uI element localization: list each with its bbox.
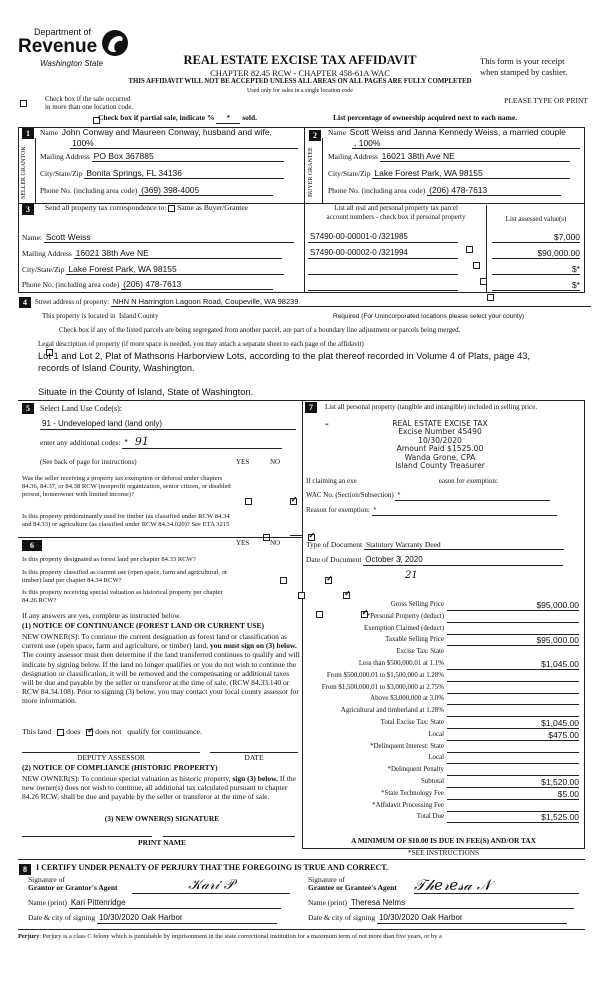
current-use-question: Is this property classified as current use (open space, farm and agricultural, or timber) land per chapter 84.34 RCW? (22, 569, 228, 584)
buyer-address[interactable]: 16021 38th Ave NE (380, 152, 570, 162)
fee-value-1[interactable]: $95,000.00 (447, 600, 579, 611)
section-6-badge: 6 (22, 540, 42, 551)
personal-property-checkbox-1[interactable] (466, 246, 473, 253)
historic-question: Is this property receiving special valuation as historical property per chapter 84.26 RCW? (22, 589, 223, 604)
print-name-label: PRINT NAME (138, 838, 186, 847)
buyer-name[interactable]: Scott Weiss and Janna Kennedy Weiss, a married couple (349, 127, 566, 137)
fee-value-5[interactable] (447, 647, 579, 658)
street-label: Street address of property: (35, 298, 110, 306)
partial-sale-row (98, 114, 257, 124)
buyer-name-2[interactable]: , 100% (352, 139, 580, 149)
claim-b: eason for exemption: (438, 477, 498, 485)
instructions-note: (See back of page for instructions) (40, 458, 137, 466)
receipt-note-2: when stamped by cashier. (480, 67, 568, 77)
grantor-date[interactable]: 10/30/2020 Oak Harbor (97, 914, 277, 924)
notice-2-bold: sign (3) below. (232, 774, 278, 783)
parcel-account-4[interactable] (308, 281, 458, 291)
seller-phone[interactable]: (369) 398-4005 (139, 186, 273, 196)
deputy-assessor-label: DEPUTY ASSESSOR (77, 753, 145, 762)
grantor-signature[interactable]: 𝒦𝒶𝓇𝒾 𝒫 (132, 877, 290, 894)
fee-value-17[interactable]: $5.00 (447, 789, 579, 800)
notice-1-text (22, 632, 302, 706)
does-label: does (66, 727, 81, 736)
parcel-account-2[interactable]: S7490-00-00002-0 /321994 (308, 249, 458, 259)
fee-label-6: Less than $500,000.01 at 1.1% (358, 660, 444, 667)
please-type: PLEASE TYPE OR PRINT (504, 96, 588, 105)
notice-2-text-b: If the new owner(s) does not wish to continue, all additional tax calculated pursuant to chapter 84.26 RCW, shall be due and payable by the seller or transferor at the time of sale. (22, 774, 296, 802)
grantee-name-label: Name (print) (308, 898, 347, 907)
fee-value-2[interactable] (447, 612, 579, 623)
doc-date-label: Date of Document (306, 555, 362, 564)
stamp-line-4: Amount Paid $1525.00 (396, 444, 484, 454)
situate[interactable]: Situate in the County of Island, State of Washington. (38, 387, 254, 397)
doc-type-label: Type of Document (306, 540, 363, 549)
fee-label-17: *State Technology Fee (381, 789, 444, 797)
fee-label-3: Exemption Claimed (deduct) (364, 624, 444, 632)
county-select[interactable]: Island County (118, 312, 159, 320)
fee-value-6[interactable]: $1,045.00 (447, 659, 579, 670)
land-use-label: Select Land Use Code(s): (40, 404, 122, 413)
grantor-name-label: Name (print) (28, 898, 67, 907)
personal-property-label: List all personal property (tangible and intangible) included in selling price. (325, 403, 538, 411)
grantor-sig-label-1: Signature of (28, 875, 65, 884)
fee-value-4[interactable]: $95,000.00 (447, 635, 579, 646)
form-title: REAL ESTATE EXCISE TAX AFFIDAVIT (183, 53, 417, 67)
parcel-header-1: List all real and personal property tax parcel (334, 204, 458, 212)
assessed-value-header: List assessed value(s) (505, 215, 567, 223)
corr-phone-label: Phone No. (including area code) (22, 280, 120, 289)
personal-property-checkbox-2[interactable] (473, 262, 480, 269)
does-not-checkbox[interactable] (86, 729, 93, 736)
corr-city-label: City/State/Zip (22, 265, 65, 274)
claim-exemption-label (306, 478, 498, 486)
logo-line1: Department of (34, 27, 92, 37)
stamp-line-6: Island County Treasurer (395, 461, 485, 471)
doc-date-input[interactable]: October 3̸, 2020 (363, 556, 563, 566)
corr-address-label: Mailing Address (22, 249, 72, 258)
fee-label-16: Subtotal (421, 778, 444, 785)
legal-label: Legal description of property (if more space is needed, you may attach a separate sheet to each page of the affidavit) (38, 340, 364, 348)
yes-header-6: YES (236, 539, 250, 547)
buyer-address-label: Mailing Address (328, 152, 378, 161)
partial-sale-input[interactable]: * (216, 115, 240, 124)
buyer-phone-label: Phone No. (including area code) (328, 186, 426, 195)
grantor-sig-label-2: Grantor or Grantor's Agent (28, 883, 118, 892)
exemption-no-checkbox[interactable] (290, 498, 297, 505)
notice-1-text-b: The county assessor must then determine if the land transferred continues to qualify and will indicate by signing below. If the land no longer qualifies or you do not wish to continue the designation or classification, it will be removed and the compensating or additional taxes will be due and payable by the seller or transferor at the time of sale. (RCW 84.33.140 or RCW 84.34.108). Prior to signing (3) below, you may contact your local county assessor for more information. (22, 650, 300, 706)
fee-value-7[interactable] (447, 671, 579, 682)
corr-phone[interactable]: (206) 478-7613 (121, 280, 273, 290)
section-8-badge: 8 (19, 864, 31, 875)
seller-city-label: City/State/Zip (40, 169, 83, 178)
warning: THIS AFFIDAVIT WILL NOT BE ACCEPTED UNLESS ALL AREAS ON ALL PAGES ARE FULLY COMPLETED (128, 78, 472, 85)
perjury-bold: Perjury (18, 933, 40, 940)
logo-line2: Revenue (18, 36, 98, 57)
doc-type-input[interactable]: Statutory Warranty Deed (364, 541, 564, 550)
assessed-value-4[interactable]: $* (492, 281, 580, 291)
legal-description-1[interactable]: Lot 1 and Lot 2, Plat of Mathsons Harborview Lots, according to the plat thereof recorded in Volume 4 of Plats, page 43, (38, 351, 530, 361)
buyer-city[interactable]: Lake Forest Park, WA 98155 (372, 169, 570, 179)
fee-value-12[interactable]: $475.00 (447, 730, 579, 741)
multi-location-label-2: in more than one location code. (45, 103, 134, 111)
fee-label-2: *Personal Property (deduct) (366, 612, 444, 620)
claim-a: If claiming an exe (306, 477, 357, 485)
notice-2-title: (2) NOTICE OF COMPLIANCE (HISTORIC PROPERTY) (22, 763, 218, 772)
seller-city[interactable]: Bonita Springs, FL 34136 (84, 169, 284, 179)
seller-address[interactable]: PO Box 367885 (92, 152, 284, 162)
fee-value-11[interactable]: $1,045.00 (447, 718, 579, 729)
seller-name-2[interactable]: 100% (70, 139, 298, 149)
section-2-badge: 2 (309, 130, 321, 141)
current-use-yes-checkbox[interactable] (298, 592, 305, 599)
seller-label: SELLER GRANTOR (21, 146, 27, 199)
section-3-badge: 3 (22, 204, 34, 215)
notice-1-bold: you must sign on (3) below. (210, 641, 297, 651)
multi-location-label-1: Check box if the sale occurred (45, 95, 131, 103)
forest-yes-checkbox[interactable] (280, 577, 287, 584)
no-header-6: NO (270, 539, 281, 547)
fee-value-10[interactable] (447, 706, 579, 717)
stamp-line-2: Excise Number 45490 (398, 427, 482, 437)
stamp-line-3: 10/30/2020 (418, 435, 462, 445)
section-7-badge: 7 (305, 402, 317, 413)
grantee-signature[interactable]: 𝒯𝒽𝑒𝓇𝑒𝓈𝒶 𝒩 (414, 877, 579, 894)
grantee-date[interactable]: 10/30/2020 Oak Harbor (377, 914, 567, 924)
fee-value-3[interactable] (447, 624, 579, 635)
fee-value-15[interactable] (447, 765, 579, 776)
grantee-date-label: Date & city of signing (308, 913, 376, 922)
forest-question: Is this property designated as forest land per chapter 84.33 RCW? (22, 556, 196, 563)
personal-property-value[interactable]: * (325, 421, 329, 430)
fee-label-18: *Affidavit Processing Fee (372, 801, 444, 809)
corr-name[interactable]: Scott Weiss (44, 233, 294, 243)
reason-label: Reason for exemption: (306, 506, 370, 514)
segregated-label: Check box if any of the listed parcels are being segregated from another parcel, are part of a boundary line adjustment or parcels being merged. (59, 326, 461, 334)
notice-1-text-a: NEW OWNER(S): To continue the current designation as forest land or classification as current use (open space, farm and agriculture, or timber) land, (22, 632, 287, 651)
grantor-date-label: Date & city of signing (28, 913, 96, 922)
does-checkbox[interactable] (57, 729, 64, 736)
no-header-5: NO (270, 458, 281, 466)
new-owner-signature-title: (3) NEW OWNER(S) SIGNATURE (104, 814, 220, 823)
if-yes-note: If any answers are yes, complete as instructed below. (22, 611, 182, 620)
legal-description-2[interactable]: records of Island County, Washington. (38, 363, 195, 373)
fee-label-12: Local (428, 730, 444, 738)
yes-header-5: YES (236, 458, 250, 466)
handwritten-code: 91 (134, 435, 149, 448)
personal-property-checkbox-3[interactable] (480, 278, 487, 285)
receipt-note-1: This form is your receipt (480, 56, 565, 66)
additional-codes-input[interactable] (122, 436, 282, 449)
doc-date-handwritten: 21 (405, 570, 418, 581)
this-land-label: This land (22, 727, 52, 736)
stamp-line-1: REAL ESTATE EXCISE TAX (392, 419, 488, 428)
fee-label-7: From $500,000.01 to $1,500,000 at 1.28% (326, 671, 444, 679)
corr-city[interactable]: Lake Forest Park, WA 98155 (66, 265, 284, 275)
grantor-name[interactable]: Kari Pittenridge (69, 899, 281, 909)
fee-label-1: Gross Selling Price (390, 601, 444, 608)
section-4-badge: 4 (19, 297, 31, 308)
partial-sale-label: Check box if partial sale, indicate % (98, 113, 215, 122)
fee-label-15: *Delinquent Penalty (387, 766, 444, 774)
assessed-value-2[interactable]: $90,000.00 (492, 249, 580, 259)
section-5-badge: 5 (22, 403, 34, 414)
notice-2-text-a: NEW OWNER(S): To continue special valuation as historic property, (22, 774, 233, 783)
timber-question: Is this property predominantly used for timber (as classified under RCW 84.34 and 84.33) or agriculture (as classified under RCW 84.34.020)? See ETA 3215 (22, 513, 230, 528)
property-street[interactable]: NHN N Harrington Lagoon Road, Coupeville, WA 98239 (111, 298, 591, 307)
wac-label: WAC No. (Section/Subsection) (306, 491, 394, 499)
new-owner-signature-line-2[interactable] (163, 836, 295, 837)
fee-label-11: Total Excise Tax: State (380, 719, 444, 726)
multi-location-checkbox[interactable] (20, 100, 27, 107)
ownership-note: List percentage of ownership acquired next to each name. (333, 113, 518, 122)
reason-input[interactable]: * (372, 507, 557, 516)
seller-address-label: Mailing Address (40, 152, 90, 161)
same-as-buyer-label: Same as Buyer/Grantee (177, 203, 248, 212)
fee-value-8[interactable] (447, 683, 579, 694)
exemption-question: Was the seller receiving a property tax exemption or deferral under chapters 84.36, 84.37, or 84.38 RCW (nonprofit organization, senior citizen, or disabled person, homeowner with limited income)? (22, 475, 231, 498)
qualify-label: qualify for continuance. (127, 727, 202, 736)
chapters: CHAPTER 82.45 RCW - CHAPTER 458-61A WAC (210, 68, 390, 78)
date-label: DATE (244, 753, 264, 762)
correspondence-label: Send all property tax correspondence to: (45, 203, 167, 212)
seller-phone-label: Phone No. (including area code) (40, 186, 138, 195)
single-location-note: Used only for sales in a single location code (247, 88, 353, 94)
fee-label-8: From $1,500,000.01 to $3,000,000 at 2.75% (321, 683, 444, 691)
parcel-account-1[interactable]: S7490-00-00001-0 /321985 (308, 233, 458, 243)
grantee-sig-label-1: Signature of (308, 875, 345, 884)
fee-label-5: Excise Tax: State (396, 648, 444, 656)
corr-name-label: Name: (22, 233, 42, 242)
see-instructions: *SEE INSTRUCTIONS (407, 848, 480, 857)
assessed-value-3[interactable]: $* (492, 265, 580, 275)
perjury-text: : Perjury is a class C felony which is punishable by imprisonment in the state correctional institution for a maximum term of not more than five years, or by a (39, 933, 442, 940)
fee-value-19[interactable]: $1,525.00 (447, 812, 579, 823)
notice-2-text (22, 774, 302, 802)
does-not-label: does not (95, 727, 122, 736)
seller-name[interactable]: John Conway and Maureen Conway, husband and wife, (61, 127, 272, 137)
fee-value-18[interactable] (447, 801, 579, 812)
parcel-header-2: account numbers - check box if personal property (326, 213, 466, 221)
stamp-line-5: Wanda Grone, CPA (404, 452, 476, 462)
same-as-buyer-checkbox[interactable] (168, 205, 175, 212)
section-1-badge: 1 (22, 128, 34, 139)
additional-codes-value: * (124, 437, 128, 447)
parcel-account-3[interactable] (308, 265, 458, 275)
fee-label-19: Total Due (416, 813, 444, 821)
fee-label-10: Agricultural and timberland at 1.28% (340, 707, 444, 715)
minimum-note: A MINIMUM OF $10.00 IS DUE IN FEE(S) AND/OR TAX (351, 836, 536, 845)
land-use-code[interactable]: 91 - Undeveloped land (land only) (40, 420, 296, 430)
fee-label-4: Taxable Selling Price (385, 636, 444, 644)
buyer-phone[interactable]: (206) 478-7613 (427, 186, 561, 196)
grantee-name[interactable]: Theresa Nelms (349, 899, 574, 909)
fee-label-14: Local (428, 754, 444, 762)
certify-statement: I CERTIFY UNDER PENALTY OF PERJURY THAT THE FOREGOING IS TRUE AND CORRECT. (36, 863, 389, 872)
seller-name-label: Name (40, 128, 58, 137)
current-use-no-checkbox[interactable] (343, 592, 350, 599)
buyer-name-label: Name (328, 128, 346, 137)
additional-codes-label: enter any additional codes: (40, 438, 121, 447)
perjury-note (18, 933, 442, 940)
corr-address[interactable]: 16021 38th Ave NE (74, 249, 282, 259)
exemption-yes-checkbox[interactable] (245, 498, 252, 505)
fee-label-13: *Delinquent Interest: State (370, 742, 444, 750)
logo-line3: Washington State (40, 59, 104, 68)
treasurer-stamp (330, 420, 550, 470)
fee-label-9: Above $3,000,000 at 3.0% (370, 695, 444, 703)
buyer-label: BUYER GRANTEE (308, 147, 314, 198)
buyer-city-label: City/State/Zip (328, 169, 371, 178)
fee-value-16[interactable]: $1,520.00 (447, 777, 579, 788)
located-label: This property is located in (42, 312, 116, 320)
fee-value-14[interactable] (447, 753, 579, 764)
fee-value-9[interactable] (447, 694, 579, 705)
forest-no-checkbox[interactable] (325, 577, 332, 584)
new-owner-signature-line[interactable] (22, 836, 152, 837)
required-note: Required (For Unincorporated locations please select your county) (333, 313, 525, 320)
assessed-value-1[interactable]: $7,000 (492, 233, 580, 243)
fee-value-13[interactable] (447, 742, 579, 753)
notice-1-title: (1) NOTICE OF CONTINUANCE (FOREST LAND OR CURRENT USE) (22, 621, 265, 630)
grantee-sig-label-2: Grantee or Grantee's Agent (308, 883, 397, 892)
partial-sale-suffix: sold. (242, 113, 258, 122)
wac-input[interactable]: * (395, 492, 550, 501)
